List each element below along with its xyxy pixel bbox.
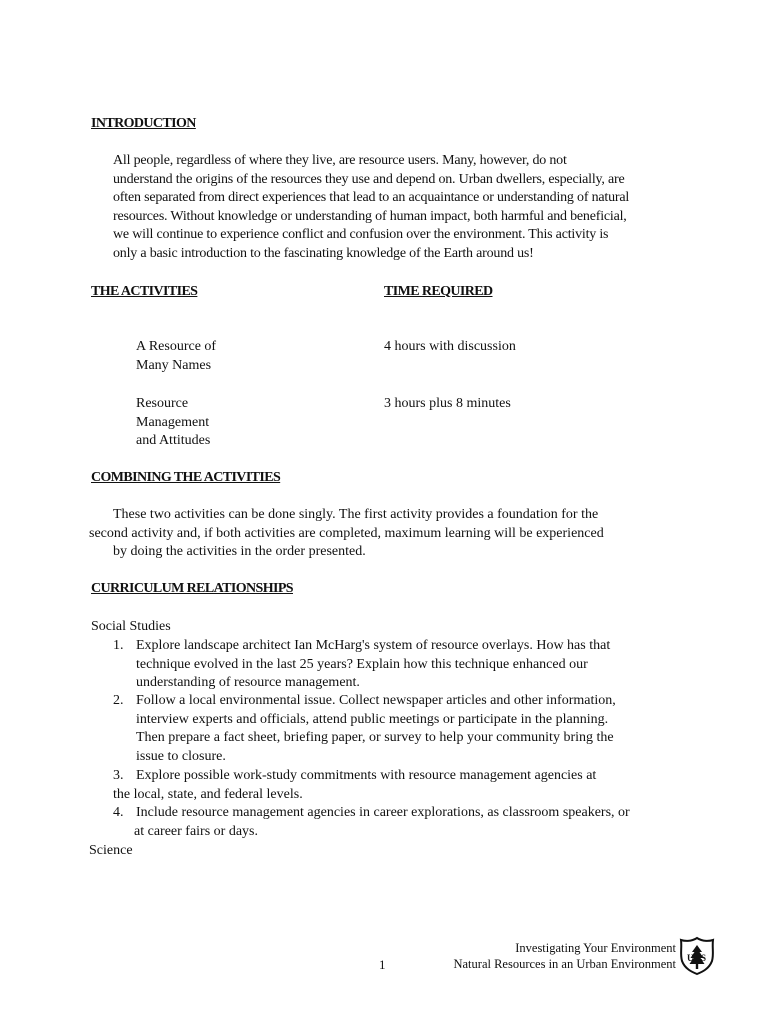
activity-time: 4 hours with discussion <box>384 339 516 354</box>
activity-name-line: Many Names <box>136 357 212 373</box>
forest-service-shield-icon <box>678 936 716 976</box>
activity-name-line: and Attitudes <box>136 433 211 449</box>
list-item-line: at career fairs or days. <box>134 824 258 839</box>
activity-name-line: Resource <box>136 396 189 411</box>
list-item-line: technique evolved in the last 25 years? Explain how this technique enhanced our <box>136 656 588 672</box>
introduction-heading: INTRODUCTION <box>91 116 196 131</box>
activity-name <box>136 338 216 375</box>
list-item-line: Explore landscape architect Ian McHarg's system of resource overlays. How has that <box>136 638 611 653</box>
activity-name <box>136 395 210 451</box>
list-item-line: Then prepare a fact sheet, briefing paper, or survey to help your community bring the <box>136 730 614 746</box>
combining-line: These two activities can be done singly. The first activity provides a foundation for the <box>113 507 599 522</box>
list-item-line: issue to closure. <box>136 748 226 764</box>
list-item-line: Include resource management agencies in career explorations, as classroom speakers, or <box>136 805 630 820</box>
logo-letter: U <box>687 953 694 963</box>
list-number: 4. <box>113 805 124 820</box>
time-required-heading: TIME REQUIRED <box>384 284 493 299</box>
list-item-line: Explore possible work-study commitments with resource management agencies at <box>136 768 597 783</box>
curriculum-heading: CURRICULUM RELATIONSHIPS <box>91 581 293 596</box>
text-line: often separated from direct experiences that lead to an acquaintance or understanding of natural <box>113 190 630 206</box>
subject-label: Science <box>89 843 133 858</box>
list-item <box>136 692 616 766</box>
footer-title: Investigating Your Environment <box>515 941 676 955</box>
subject-label: Social Studies <box>91 619 171 634</box>
list-item-line: Follow a local environmental issue. Collect newspaper articles and other information, <box>136 693 616 708</box>
footer-subtitle: Natural Resources in an Urban Environment <box>453 957 676 971</box>
text-line: only a basic introduction to the fascinating knowledge of the Earth around us! <box>113 245 534 261</box>
activity-time: 3 hours plus 8 minutes <box>384 396 511 411</box>
text-line: we will continue to experience conflict and confusion over the environment. This activity is <box>113 227 609 243</box>
list-number: 2. <box>113 693 124 708</box>
text-line: All people, regardless of where they live, are resource users. Many, however, do not <box>113 153 567 168</box>
activity-name-line: A Resource of <box>136 339 217 354</box>
list-item-line: interview experts and officials, attend public meetings or participate in the planning. <box>136 711 609 727</box>
combining-heading: COMBINING THE ACTIVITIES <box>91 470 281 485</box>
list-number: 1. <box>113 638 124 653</box>
text-line: resources. Without knowledge or understanding of human impact, both harmful and beneficial, <box>113 208 627 224</box>
list-item <box>136 637 610 693</box>
list-item-line: understanding of resource management. <box>136 675 360 691</box>
page-number: 1 <box>379 957 386 972</box>
activities-heading: THE ACTIVITIES <box>91 284 198 299</box>
activity-name-line: Management <box>136 414 210 430</box>
combining-line: by doing the activities in the order presented. <box>113 544 366 559</box>
logo-letter: S <box>701 953 707 963</box>
text-line: understand the origins of the resources they use and depend on. Urban dwellers, especially, are <box>113 171 625 187</box>
list-number: 3. <box>113 768 124 783</box>
combining-line: second activity and, if both activities are completed, maximum learning will be experienced <box>89 526 604 541</box>
list-item-line: the local, state, and federal levels. <box>113 787 303 802</box>
introduction-paragraph <box>113 152 693 264</box>
